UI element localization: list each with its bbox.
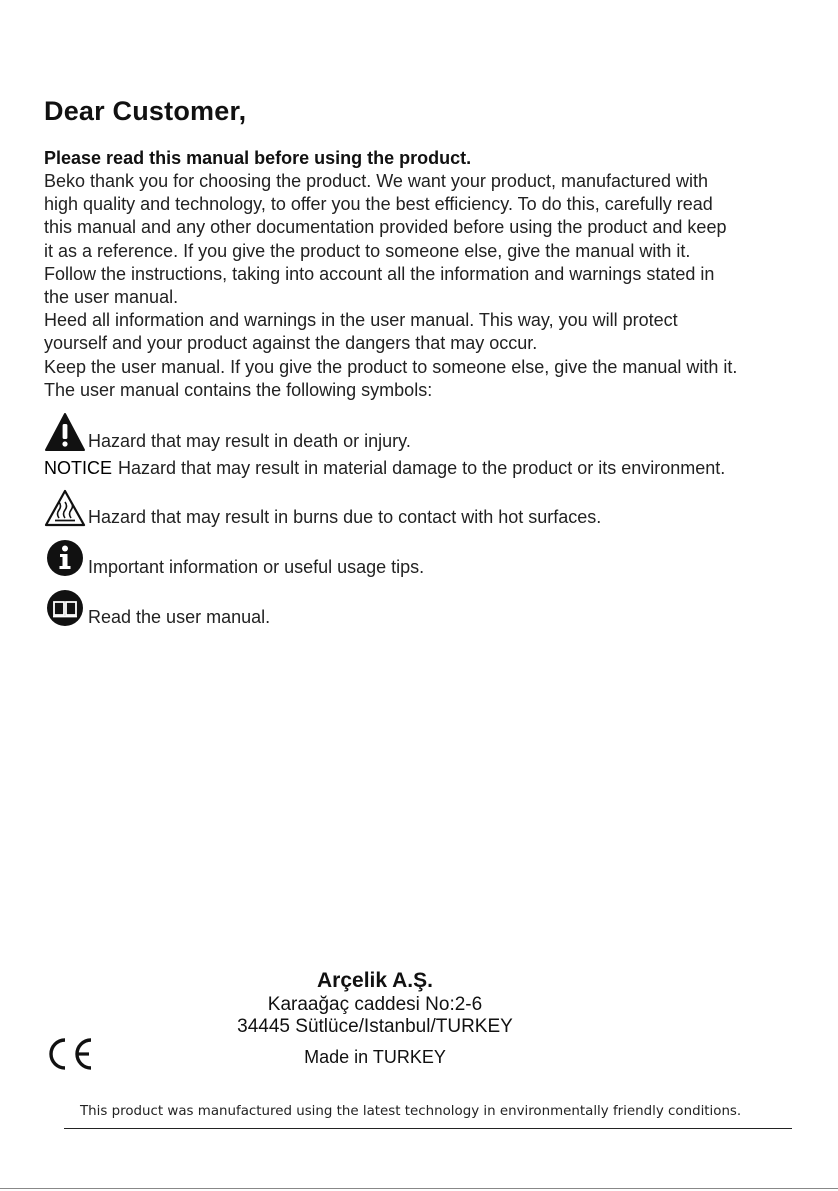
symbol-text-warning: Hazard that may result in death or injury. — [88, 431, 411, 451]
symbol-row-info — [44, 536, 424, 578]
symbol-text-notice: Hazard that may result in material damage to the product or its environment. — [118, 458, 726, 478]
symbol-text-info: Important information or useful usage tips. — [88, 557, 425, 577]
symbol-text-hot-surface: Hazard that may result in burns due to contact with hot surfaces. — [88, 507, 602, 527]
info-icon — [44, 536, 86, 578]
symbol-row-hot-surface — [44, 486, 601, 528]
hot-surface-icon — [44, 486, 86, 528]
footer-note: This product was manufactured using the latest technology in environmentally friendly conditions. — [80, 1104, 742, 1119]
made-in-label: Made in TURKEY — [304, 1047, 446, 1067]
intro-title: Please read this manual before using the product. — [44, 148, 472, 168]
intro-section — [44, 146, 824, 402]
warning-triangle-icon — [44, 410, 86, 452]
company-city: 34445 Sütlüce/Istanbul/TURKEY — [237, 1016, 513, 1037]
symbol-row-read-manual — [44, 586, 270, 628]
footer-divider — [64, 1128, 792, 1129]
symbol-text-read-manual: Read the user manual. — [88, 607, 271, 627]
symbol-row-notice — [44, 457, 725, 479]
intro-body: Beko thank you for choosing the product. We want your product, manufactured with high quality and technology, to offer you the best efficiency. To do this, carefully read this manual and any other documentation provided before using the product and keep it as a reference. If you give the product to someone else, give the manual with it. Follow the instructions, taking into account all the information and warnings stated in the user manual. Heed all information and warnings in the user manual. This way, you will protect yourself and your product against the dangers that may occur. Keep the user manual. If you give the product to someone else, give the manual with it. The user manual contains the following symbols: — [44, 171, 738, 400]
company-street: Karaağaç caddesi No:2-6 — [267, 994, 483, 1015]
page-title: Dear Customer, — [44, 96, 247, 126]
company-name: Arçelik A.Ş. — [317, 969, 433, 992]
notice-label: NOTICE — [44, 458, 113, 478]
manufacturer-address — [0, 968, 750, 1068]
page-bottom-divider — [0, 1188, 838, 1189]
ce-mark-icon — [44, 1036, 96, 1072]
symbol-row-warning — [44, 410, 411, 452]
read-manual-icon — [44, 586, 86, 628]
